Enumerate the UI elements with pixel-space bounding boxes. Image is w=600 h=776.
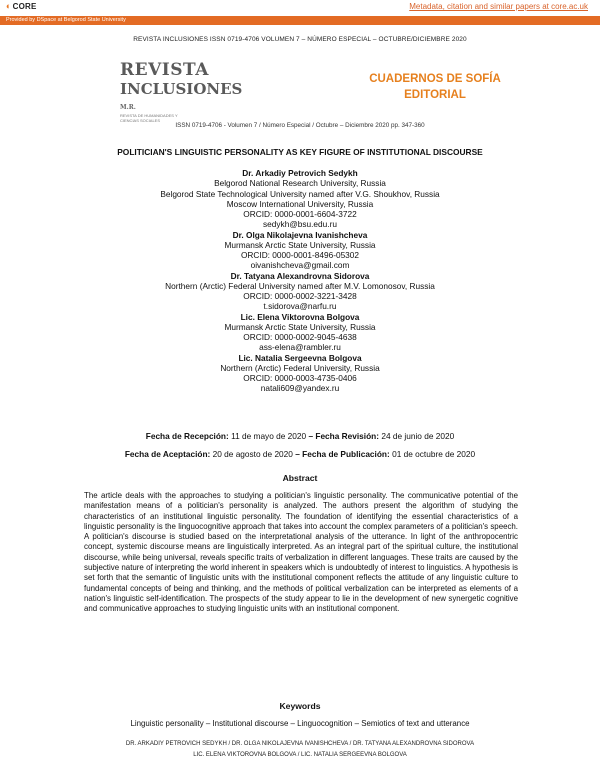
author-name: Dr. Arkadiy Petrovich Sedykh bbox=[242, 168, 358, 178]
footer-authors bbox=[0, 739, 600, 761]
author-detail: ass-elena@rambler.ru bbox=[259, 342, 341, 353]
logo-subtitle: REVISTA DE HUMANIDADES Y CIENCIAS SOCIALES bbox=[120, 113, 178, 123]
abstract-text: The article deals with the approaches to studying a politician's linguistic personality. The communicative potential of the manifestation means of a politician's personality is analyzed. The authors present the algorithm of studying the characteristics of an institutional linguistic personality. The foundation of identifying the essential characteristics of a linguistic personality is the linguocognitive approach that takes into account the complex parameters of a politician's speech. A politician's discourse is studied based on the interpretational analysis of the utterance. In light of the anthropocentric concept, systemic discourse means are linguistically interpreted. As an integral part of the spiritual culture, the institutional discourse, while being universal, reveals specific traits of verbalization in different languages. These traits are caused by the subjective nature of interpreting the world inherent in speakers which is undoubtedly of interest to linguistics. A hypothesis is set forth that the semantic of linguistic units with the institutional component reflects the attitude of any linguistic culture to fundamental concepts of being and thinking, and the methods of political verbalization can be interpreted as elements of a nation's linguistic self-identification. The prospects of the study appear to lie in the development of new synergetic cognitive and communicative approaches to studying linguistic units with an institutional component. bbox=[84, 491, 518, 614]
author-detail: ORCID: 0000-0001-8496-05302 bbox=[240, 250, 360, 260]
date-separator: – bbox=[308, 431, 314, 441]
author-block bbox=[0, 168, 600, 230]
abstract-heading: Abstract bbox=[282, 473, 318, 483]
core-logo[interactable] bbox=[6, 1, 37, 11]
sofia-line-2: EDITORIAL bbox=[404, 88, 466, 101]
authors-list bbox=[0, 168, 600, 394]
core-header bbox=[0, 0, 600, 16]
logo-mr: M.R. bbox=[120, 104, 136, 111]
date-separator: – bbox=[295, 449, 300, 459]
keywords-heading: Keywords bbox=[279, 701, 321, 711]
revision-value: 24 de junio de 2020 bbox=[381, 431, 455, 441]
provided-by-bar bbox=[0, 16, 600, 25]
author-name: Lic. Elena Viktorovna Bolgova bbox=[240, 311, 360, 322]
author-detail: Northern (Arctic) Federal University named after M.V. Lomonosov, Russia bbox=[165, 280, 435, 291]
recepcion-label: Fecha de Recepción: bbox=[145, 431, 229, 441]
author-detail: Murmansk Arctic State University, Russia bbox=[224, 239, 376, 250]
author-detail: ORCID: 0000-0003-4735-0406 bbox=[243, 373, 357, 383]
author-name: Dr. Tatyana Alexandrovna Sidorova bbox=[230, 270, 370, 281]
recepcion-value: 11 de mayo de 2020 bbox=[231, 431, 307, 441]
author-detail: sedykh@bsu.edu.ru bbox=[263, 219, 337, 230]
author-block bbox=[0, 312, 600, 353]
footer-line-1: DR. ARKADIY PETROVICH SEDYKH / DR. OLGA NIKOLAJEVNA IVANISHCHEVA / DR. TATYANA ALEXANDROVNA SIDOROVA bbox=[125, 741, 475, 747]
logo-line-1: REVISTA bbox=[120, 60, 209, 80]
core-logo-text: CORE bbox=[12, 2, 37, 11]
footer-line-2: LIC. ELENA VIKTOROVNA BOLGOVA / LIC. NATALIA SERGEEVNA BOLGOVA bbox=[193, 752, 407, 758]
core-logo-icon: ◐ bbox=[6, 1, 12, 11]
author-block bbox=[0, 353, 600, 394]
logo-line-2 bbox=[120, 82, 250, 112]
publicacion-label: Fecha de Publicación: bbox=[302, 449, 390, 459]
keywords-text: Linguistic personality – Institutional discourse – Linguocognition – Semiotics of text and utterance bbox=[130, 719, 470, 728]
author-detail: ORCID: 0000-0002-3221-3428 bbox=[243, 291, 357, 301]
author-detail: ORCID: 0000-0002-9045-4638 bbox=[243, 332, 357, 342]
publicacion-value: 01 de octubre de 2020 bbox=[392, 449, 476, 459]
sofia-line-1: CUADERNOS DE SOFÍA bbox=[369, 73, 501, 85]
author-block bbox=[0, 230, 600, 271]
article-title: POLITICIAN'S LINGUISTIC PERSONALITY AS KEY FIGURE OF INSTITUTIONAL DISCOURSE bbox=[117, 147, 483, 157]
dates-line-1 bbox=[0, 427, 600, 445]
author-detail: natali609@yandex.ru bbox=[260, 383, 340, 394]
logo-line-2-text: INCLUSIONES bbox=[120, 80, 243, 98]
author-detail: Belgorod National Research University, Russia bbox=[214, 178, 386, 189]
author-detail: Northern (Arctic) Federal University, Russia bbox=[220, 362, 380, 373]
author-detail: oivanishcheva@gmail.com bbox=[250, 260, 350, 271]
author-detail: Murmansk Arctic State University, Russia bbox=[224, 321, 376, 332]
revista-inclusiones-logo bbox=[120, 62, 250, 124]
cuadernos-de-sofia-logo bbox=[360, 72, 510, 103]
journal-header: REVISTA INCLUSIONES ISSN 0719-4706 VOLUMEN 7 – NÚMERO ESPECIAL – OCTUBRE/DICIEMBRE 2020 bbox=[133, 36, 467, 43]
metadata-link[interactable]: Metadata, citation and similar papers at core.ac.uk bbox=[409, 2, 588, 11]
aceptacion-value: 20 de agosto de 2020 bbox=[212, 449, 293, 459]
aceptacion-label: Fecha de Aceptación: bbox=[124, 449, 211, 459]
provided-by-text[interactable]: Provided by DSpace at Belgorod State University bbox=[6, 17, 126, 23]
dates-line-2 bbox=[0, 445, 600, 463]
author-detail: Moscow International University, Russia bbox=[226, 198, 374, 209]
author-detail: t.sidorova@narfu.ru bbox=[263, 301, 337, 312]
revision-label: Fecha Revisión: bbox=[315, 431, 380, 441]
author-detail: Belgorod State Technological University named after V.G. Shoukhov, Russia bbox=[160, 188, 440, 199]
author-detail: ORCID: 0000-0001-6604-3722 bbox=[243, 209, 357, 219]
author-name: Lic. Natalia Sergeevna Bolgova bbox=[238, 352, 362, 363]
author-block bbox=[0, 271, 600, 312]
issn-line: ISSN 0719-4706 - Volumen 7 / Número Especial / Octubre – Diciembre 2020 pp. 347-360 bbox=[175, 122, 425, 129]
author-name: Dr. Olga Nikolajevna Ivanishcheva bbox=[232, 229, 368, 240]
dates-block bbox=[0, 427, 600, 463]
